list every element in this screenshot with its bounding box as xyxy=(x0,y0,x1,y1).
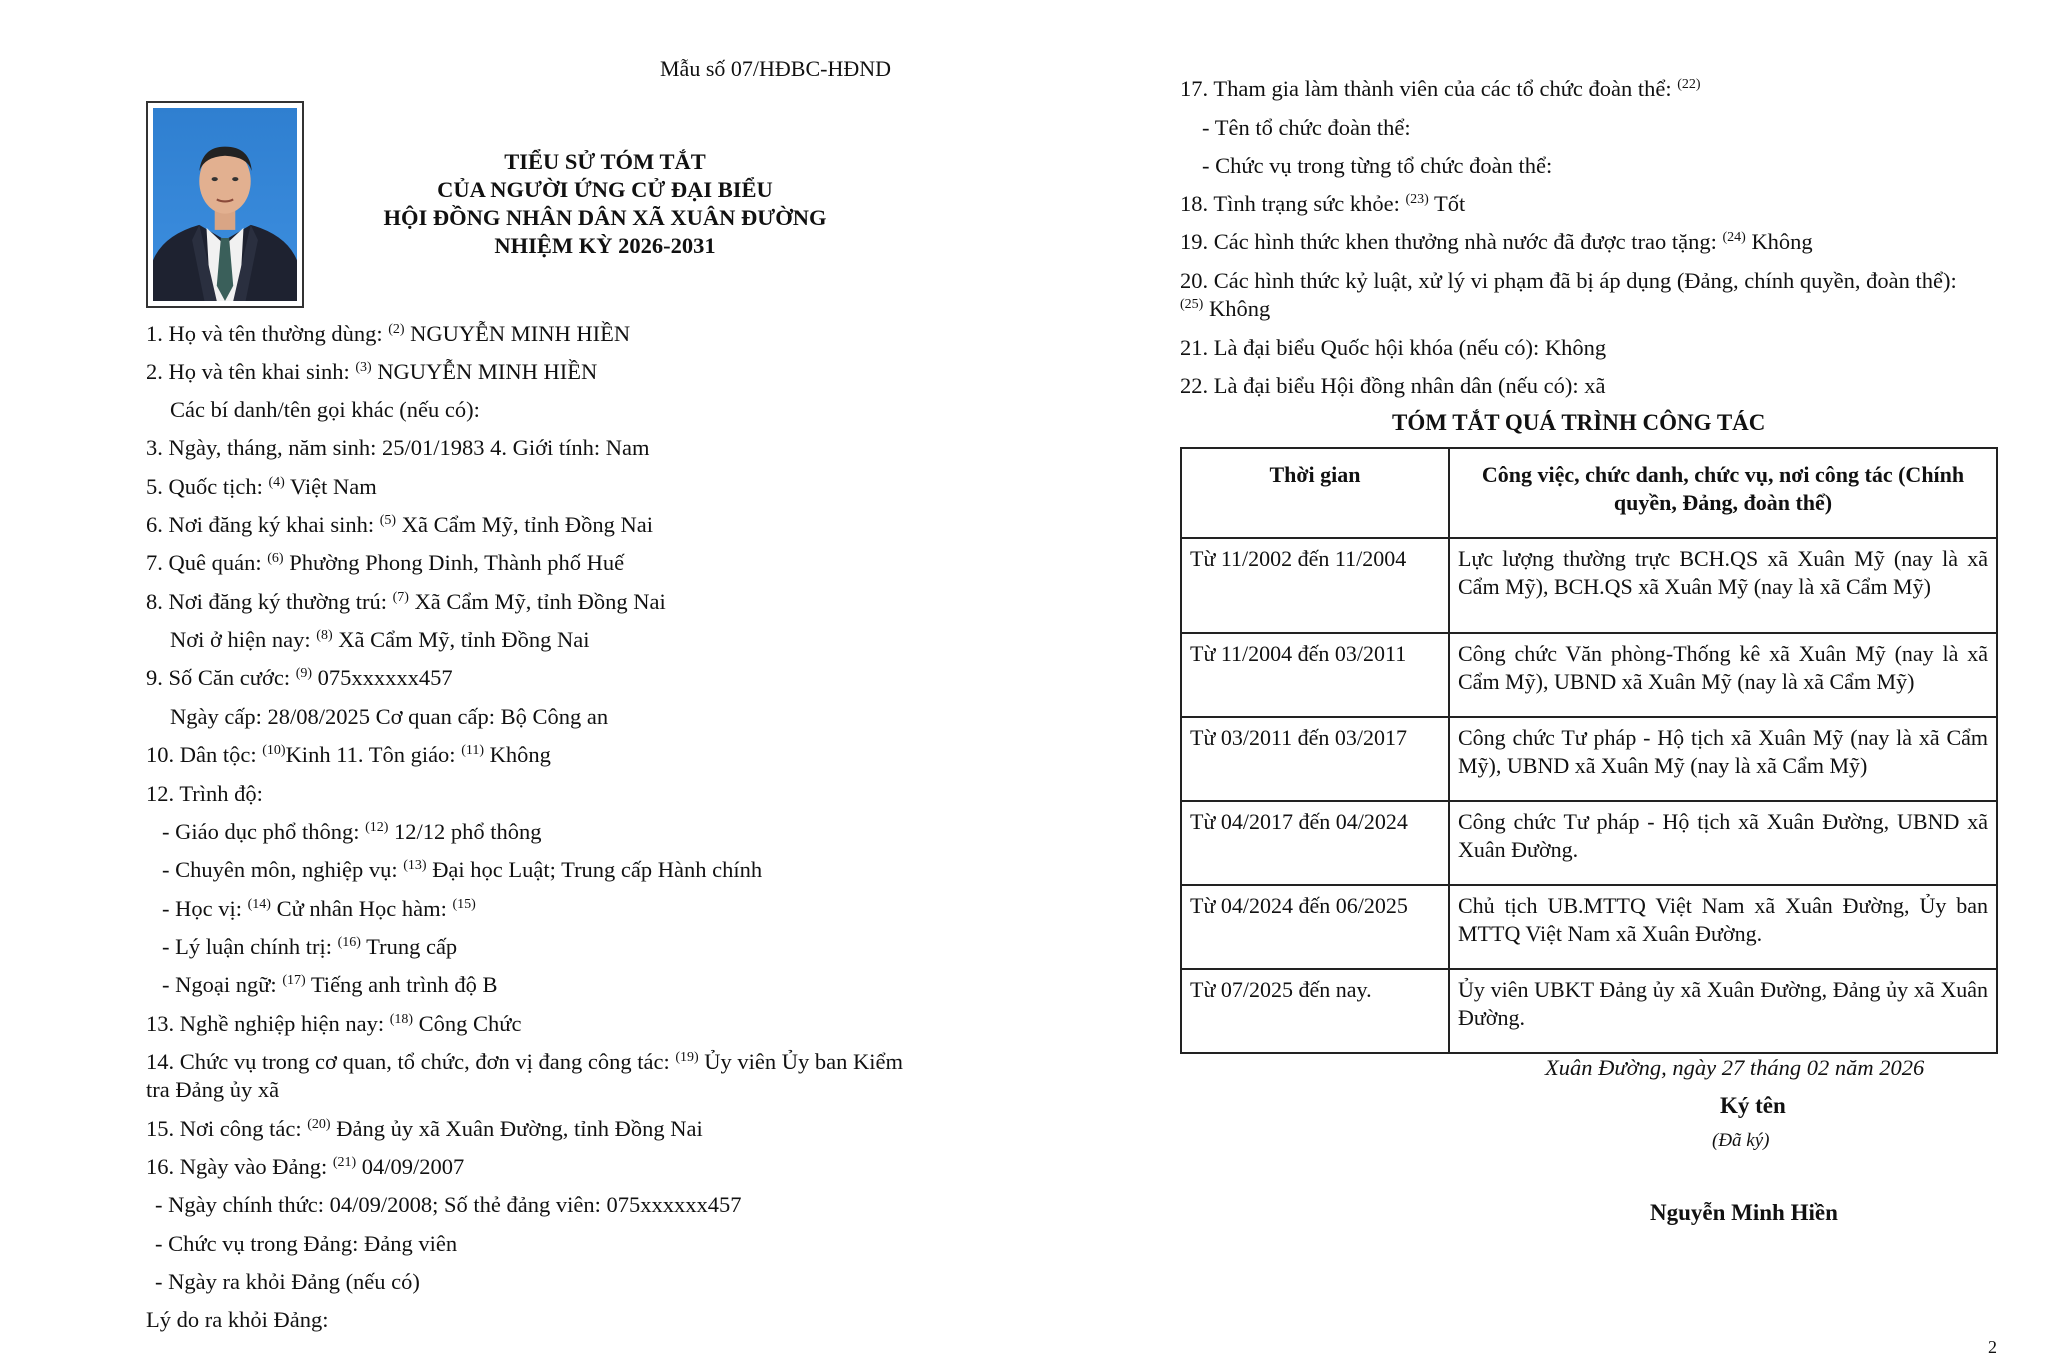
row-time: Từ 11/2002 đến 11/2004 xyxy=(1181,538,1449,633)
row-time: Từ 03/2011 đến 03/2017 xyxy=(1181,717,1449,801)
field-party-leave-reason: Lý do ra khỏi Đảng: xyxy=(146,1307,329,1332)
field-value: Xã Cẩm Mỹ, tỉnh Đồng Nai xyxy=(408,589,666,614)
field-value: Không xyxy=(1745,229,1813,254)
footnote-ref: (21) xyxy=(332,1155,357,1170)
footnote-ref: (5) xyxy=(379,513,397,528)
footnote-ref: (22) xyxy=(1677,77,1701,92)
footnote-ref: (18) xyxy=(389,1012,414,1027)
row-time: Từ 04/2024 đến 06/2025 xyxy=(1181,885,1449,969)
work-history-title-text: TÓM TẮT QUÁ TRÌNH CÔNG TÁC xyxy=(1392,410,1766,435)
field-health xyxy=(1180,190,1465,218)
field-label: 18. Tình trạng sức khỏe: xyxy=(1180,191,1406,216)
field-label: 6. Nơi đăng ký khai sinh: xyxy=(146,512,380,537)
footnote-ref: (14) xyxy=(247,897,271,912)
field-value: Công Chức xyxy=(413,1011,522,1036)
field-id-issue: Ngày cấp: 28/08/2025 Cơ quan cấp: Bộ Công an xyxy=(170,704,609,729)
row-description: Chủ tịch UB.MTTQ Việt Nam xã Xuân Đường, Ủy ban MTTQ Việt Nam xã Xuân Đường. xyxy=(1449,885,1997,969)
row-description: Lực lượng thường trực BCH.QS xã Xuân Mỹ (nay là xã Cẩm Mỹ), BCH.QS xã Xuân Mỹ (nay là xã Cẩm Mỹ) xyxy=(1449,538,1997,633)
table-row xyxy=(1181,538,1997,633)
field-value: 12/12 phổ thông xyxy=(388,819,542,844)
footnote-ref: (23) xyxy=(1405,192,1429,207)
field-nationality xyxy=(146,473,377,501)
field-value: Trung cấp xyxy=(360,934,458,959)
field-label: 9. Số Căn cước: xyxy=(146,665,296,690)
header-description: Công việc, chức danh, chức vụ, nơi công tác (Chính quyền, Đảng, đoàn thể) xyxy=(1449,448,1997,538)
candidate-photo xyxy=(146,101,304,308)
title-line-4: NHIỆM KỲ 2026-2031 xyxy=(494,233,716,258)
footnote-ref: (24) xyxy=(1722,230,1746,245)
field-education-heading: 12. Trình độ: xyxy=(146,781,263,806)
footnote-ref: (17) xyxy=(282,973,306,988)
field-organization-name: - Tên tổ chức đoàn thể: xyxy=(1202,115,1411,140)
field-value: Đại học Luật; Trung cấp Hành chính xyxy=(426,857,763,882)
row-description: Công chức Tư pháp - Hộ tịch xã Xuân Đường, UBND xã Xuân Đường. xyxy=(1449,801,1997,885)
row-time: Từ 11/2004 đến 03/2011 xyxy=(1181,633,1449,717)
field-national-assembly: 21. Là đại biểu Quốc hội khóa (nếu có): Không xyxy=(1180,335,1607,360)
field-value: Xã Cẩm Mỹ, tỉnh Đồng Nai xyxy=(396,512,653,537)
field-party-official-date: - Ngày chính thức: 04/09/2008; Số thẻ đảng viên: 075xxxxxx457 xyxy=(155,1192,742,1217)
field-position xyxy=(146,1048,903,1076)
field-awards xyxy=(1180,228,1813,256)
form-number: Mẫu số 07/HĐBC-HĐND xyxy=(660,56,891,81)
table-row xyxy=(1181,969,1997,1053)
field-value: 04/09/2007 xyxy=(356,1154,465,1179)
field-label: 16. Ngày vào Đảng: xyxy=(146,1154,333,1179)
field-peoples-council: 22. Là đại biểu Hội đồng nhân dân (nếu có): xã xyxy=(1180,373,1606,398)
table-row xyxy=(1181,885,1997,969)
field-value: Việt Nam xyxy=(284,474,377,499)
signer-name: Nguyễn Minh Hiền xyxy=(1650,1200,1838,1225)
field-discipline: 20. Các hình thức kỷ luật, xử lý vi phạm đã bị áp dụng (Đảng, chính quyền, đoàn thể): xyxy=(1180,268,1957,293)
field-aliases: Các bí danh/tên gọi khác (nếu có): xyxy=(170,397,480,422)
footnote-ref: (16) xyxy=(337,935,361,950)
field-degree xyxy=(162,895,476,923)
footnote-ref: (13) xyxy=(403,858,427,873)
header-time: Thời gian xyxy=(1181,448,1449,538)
field-current-residence xyxy=(170,626,589,654)
field-value: Kinh 11. Tôn giáo: xyxy=(285,742,462,767)
field-ethnicity-religion xyxy=(146,741,551,769)
field-value: Tiếng anh trình độ B xyxy=(305,972,498,997)
field-value: Phường Phong Dinh, Thành phố Huế xyxy=(283,550,625,575)
field-birth-registration xyxy=(146,511,653,539)
footnote-ref: (19) xyxy=(675,1050,699,1065)
table-header-row xyxy=(1181,448,1997,538)
table-row xyxy=(1181,717,1997,801)
document-title xyxy=(340,148,870,260)
row-description: Ủy viên UBKT Đảng ủy xã Xuân Đường, Đảng ủy xã Xuân Đường. xyxy=(1449,969,1997,1053)
field-value: NGUYỄN MINH HIỀN xyxy=(404,321,631,346)
field-value: Không xyxy=(484,742,551,767)
field-position-cont: tra Đảng ủy xã xyxy=(146,1077,280,1102)
field-label: - Học vị: xyxy=(162,896,248,921)
work-history-title xyxy=(1185,410,2025,436)
field-label: 19. Các hình thức khen thưởng nhà nước đã được trao tặng: xyxy=(1180,229,1723,254)
footnote-ref: (10) xyxy=(262,743,286,758)
field-label: - Chuyên môn, nghiệp vụ: xyxy=(162,857,404,882)
signature-date: Xuân Đường, ngày 27 tháng 02 năm 2026 xyxy=(1545,1055,1925,1080)
footnote-ref: (25) xyxy=(1180,297,1204,312)
field-value: Không xyxy=(1203,296,1271,321)
field-party-leave-date: - Ngày ra khỏi Đảng (nếu có) xyxy=(155,1269,420,1294)
field-label: 1. Họ và tên thường dùng: xyxy=(146,321,389,346)
field-label: 8. Nơi đăng ký thường trú: xyxy=(146,589,393,614)
field-workplace xyxy=(146,1115,703,1143)
field-party-role: - Chức vụ trong Đảng: Đảng viên xyxy=(155,1231,458,1256)
field-birth-name xyxy=(146,358,597,386)
title-line-2: CỦA NGƯỜI ỨNG CỬ ĐẠI BIỂU xyxy=(437,177,773,202)
footnote-ref: (12) xyxy=(365,820,389,835)
table-row xyxy=(1181,801,1997,885)
row-time: Từ 04/2017 đến 04/2024 xyxy=(1181,801,1449,885)
footnote-ref: (15) xyxy=(452,897,476,912)
field-label: - Giáo dục phổ thông: xyxy=(162,819,366,844)
footnote-ref: (2) xyxy=(388,322,405,337)
field-value: Xã Cẩm Mỹ, tỉnh Đồng Nai xyxy=(332,627,590,652)
field-organizations xyxy=(1180,75,1701,103)
footnote-ref: (9) xyxy=(295,666,313,681)
title-line-1: TIỂU SỬ TÓM TẮT xyxy=(504,149,706,174)
field-foreign-language xyxy=(162,971,498,999)
field-value: 075xxxxxx457 xyxy=(312,665,453,690)
field-value: Ủy viên Ủy ban Kiểm xyxy=(698,1049,903,1074)
footnote-ref: (6) xyxy=(267,551,284,566)
field-label: 17. Tham gia làm thành viên của các tổ chức đoàn thể: xyxy=(1180,76,1678,101)
footnote-ref: (8) xyxy=(316,628,333,643)
row-description: Công chức Tư pháp - Hộ tịch xã Xuân Mỹ (nay là xã Cẩm Mỹ), UBND xã Xuân Mỹ (nay là xã Cẩm Mỹ) xyxy=(1449,717,1997,801)
footnote-ref: (11) xyxy=(461,743,484,758)
field-label: 13. Nghề nghiệp hiện nay: xyxy=(146,1011,390,1036)
footnote-ref: (4) xyxy=(268,475,285,490)
field-value: Tốt xyxy=(1428,191,1466,216)
field-label: 14. Chức vụ trong cơ quan, tổ chức, đơn vị đang công tác: xyxy=(146,1049,676,1074)
field-label: 7. Quê quán: xyxy=(146,550,268,575)
field-label: 5. Quốc tịch: xyxy=(146,474,269,499)
work-history-table xyxy=(1180,447,1998,1054)
field-common-name xyxy=(146,320,630,348)
field-discipline-value xyxy=(1180,295,1270,323)
page-number: 2 xyxy=(1988,1337,1997,1357)
field-id-number xyxy=(146,664,453,692)
field-value: NGUYỄN MINH HIỀN xyxy=(371,359,598,384)
field-label: - Lý luận chính trị: xyxy=(162,934,338,959)
field-permanent-residence xyxy=(146,588,666,616)
field-specialty xyxy=(162,856,762,884)
table-row xyxy=(1181,633,1997,717)
field-label: Nơi ở hiện nay: xyxy=(170,627,317,652)
field-value: Cử nhân Học hàm: xyxy=(270,896,453,921)
field-political-theory xyxy=(162,933,457,961)
signature-note: (Đã ký) xyxy=(1712,1130,1770,1151)
signature-label: Ký tên xyxy=(1720,1093,1786,1118)
title-line-3: HỘI ĐỒNG NHÂN DÂN XÃ XUÂN ĐƯỜNG xyxy=(383,205,827,230)
field-label: 2. Họ và tên khai sinh: xyxy=(146,359,356,384)
field-value: Đảng ủy xã Xuân Đường, tỉnh Đồng Nai xyxy=(330,1116,703,1141)
field-label: 10. Dân tộc: xyxy=(146,742,263,767)
field-organization-role: - Chức vụ trong từng tổ chức đoàn thể: xyxy=(1202,153,1553,178)
field-label: 15. Nơi công tác: xyxy=(146,1116,308,1141)
field-hometown xyxy=(146,549,624,577)
row-description: Công chức Văn phòng-Thống kê xã Xuân Mỹ (nay là xã Cẩm Mỹ), UBND xã Xuân Mỹ (nay là xã Cẩm Mỹ) xyxy=(1449,633,1997,717)
row-time: Từ 07/2025 đến nay. xyxy=(1181,969,1449,1053)
field-birthdate-gender: 3. Ngày, tháng, năm sinh: 25/01/1983 4. Giới tính: Nam xyxy=(146,435,650,460)
footnote-ref: (3) xyxy=(355,360,372,375)
field-general-education xyxy=(162,818,542,846)
footnote-ref: (7) xyxy=(392,590,409,605)
footnote-ref: (20) xyxy=(307,1117,331,1132)
field-party-join-date xyxy=(146,1153,464,1181)
field-label: - Ngoại ngữ: xyxy=(162,972,283,997)
field-occupation xyxy=(146,1010,521,1038)
